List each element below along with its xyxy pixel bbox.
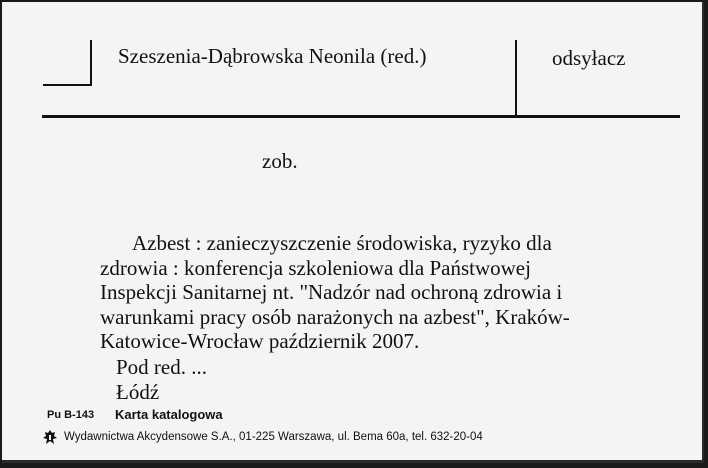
description-line: zdrowia : konferencja szkoleniowa dla Państwowej <box>100 255 531 280</box>
editor-line: Pod red. ... <box>116 355 207 379</box>
form-name: Karta katalogowa <box>115 407 223 422</box>
description-line: Azbest : zanieczyszczenie środowiska, ryzyko dla <box>132 231 552 255</box>
publisher-info: Wydawnictwa Akcydensowe S.A., 01-225 Warszawa, ul. Bema 60a, tel. 632-20-04 <box>64 431 483 443</box>
reference-label: odsyłacz <box>552 46 626 70</box>
form-code: Pu B-143 <box>47 409 95 421</box>
place-of-publication: Łódź <box>116 380 160 404</box>
description <box>100 231 656 354</box>
author-heading: Szeszenia-Dąbrowska Neonila (red.) <box>118 44 427 68</box>
description-line: Inspekcji Sanitarnej nt. "Nadzór nad ochroną zdrowia i <box>100 280 563 304</box>
catalog-card <box>2 2 704 463</box>
heading-divider <box>515 40 517 118</box>
corner-mark-vertical <box>90 40 92 86</box>
publisher-emblem-icon <box>43 430 57 445</box>
see-label: zob. <box>262 149 298 173</box>
corner-mark-horizontal <box>43 84 92 86</box>
heading-rule <box>42 115 680 118</box>
description-line: warunkami pracy osób narażonych na azbest", Kraków- <box>100 304 570 329</box>
description-line: Katowice-Wrocław październik 2007. <box>100 329 420 353</box>
